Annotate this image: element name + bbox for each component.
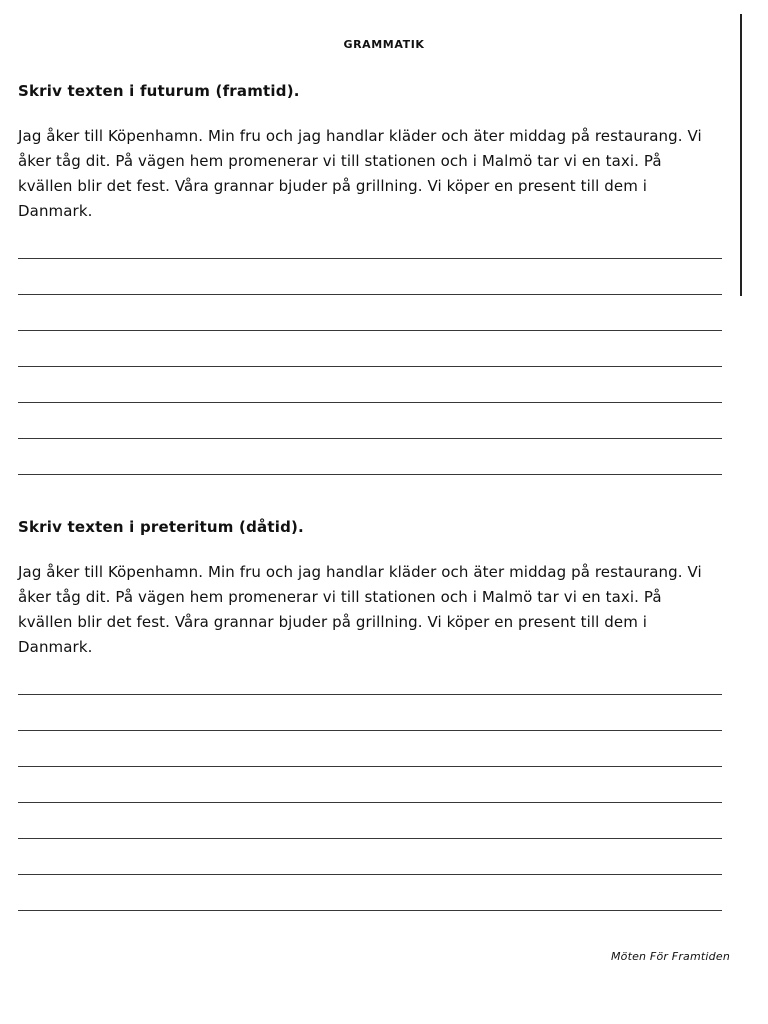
exercise-heading: Skriv texten i preteritum (dåtid).	[18, 518, 304, 536]
answer-line[interactable]	[18, 802, 722, 803]
answer-line[interactable]	[18, 874, 722, 875]
answer-line[interactable]	[18, 910, 722, 911]
answer-line[interactable]	[18, 258, 722, 259]
answer-line[interactable]	[18, 366, 722, 367]
answer-line[interactable]	[18, 694, 722, 695]
answer-line[interactable]	[18, 474, 722, 475]
exercise-passage: Jag åker till Köpenhamn. Min fru och jag handlar kläder och äter middag på restaurang. Vi åker tåg dit. På vägen hem promenerar vi till stationen och i Malmö tar vi en taxi. På kvällen blir det fest. Våra grannar bjuder på grillning. Vi köper en present till dem i Danmark.	[18, 563, 702, 656]
answer-line[interactable]	[18, 766, 722, 767]
answer-line[interactable]	[18, 438, 722, 439]
answer-line[interactable]	[18, 730, 722, 731]
answer-line[interactable]	[18, 402, 722, 403]
page-title: GRAMMATIK	[343, 38, 425, 51]
exercise-heading: Skriv texten i futurum (framtid).	[18, 82, 300, 100]
exercise-preteritum	[18, 514, 728, 660]
footer-credit: Möten För Framtiden	[610, 950, 730, 963]
answer-line[interactable]	[18, 330, 722, 331]
scan-edge-line	[740, 14, 742, 296]
answer-lines-preteritum	[18, 694, 722, 946]
answer-lines-futurum	[18, 258, 722, 510]
exercise-passage: Jag åker till Köpenhamn. Min fru och jag handlar kläder och äter middag på restaurang. Vi åker tåg dit. På vägen hem promenerar vi till stationen och i Malmö tar vi en taxi. På kvällen blir det fest. Våra grannar bjuder på grillning. Vi köper en present till dem i Danmark.	[18, 127, 702, 220]
answer-line[interactable]	[18, 838, 722, 839]
answer-line[interactable]	[18, 294, 722, 295]
exercise-futurum	[18, 78, 728, 224]
